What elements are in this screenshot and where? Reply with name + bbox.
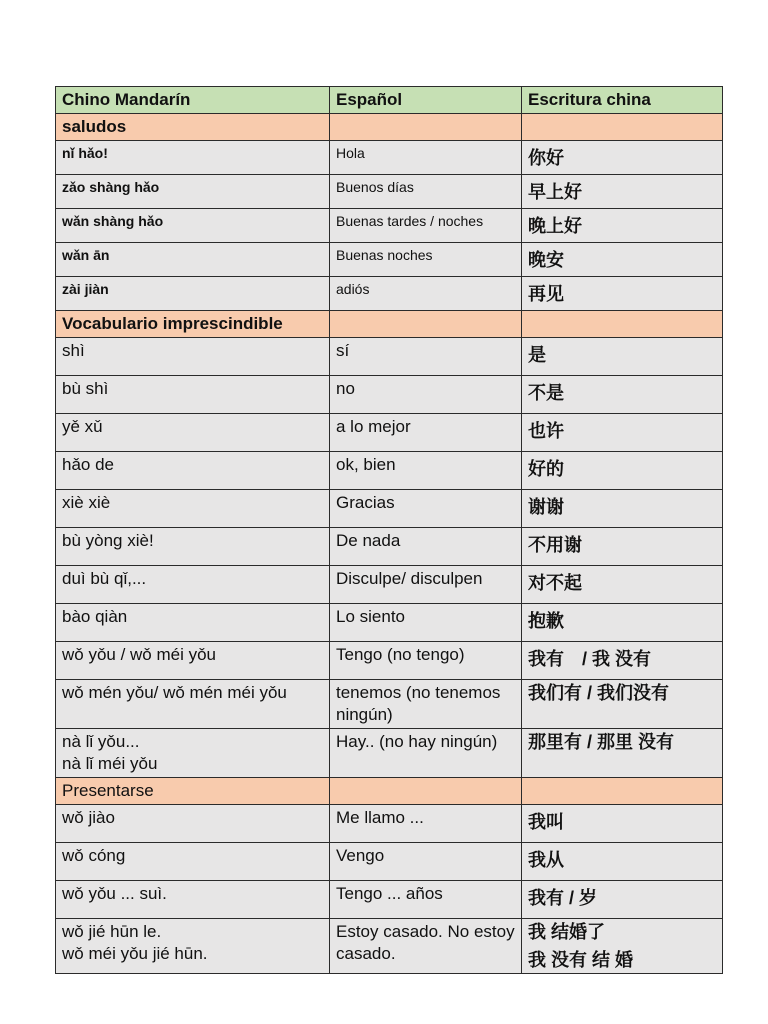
table-row [56, 919, 723, 974]
hanzi-cell [522, 729, 723, 778]
section-empty-cell [330, 114, 522, 141]
pinyin-text: shì [62, 341, 85, 360]
espanol-cell: adiós [330, 277, 522, 311]
hanzi-cell [522, 528, 723, 566]
pinyin-text: zài jiàn [62, 281, 109, 297]
table-row [56, 141, 723, 175]
hanzi-cell [522, 642, 723, 680]
hanzi-text: 不是 [528, 383, 564, 403]
table-header-row [56, 87, 723, 114]
pinyin-text: wǒ jié hūn le. [62, 922, 162, 941]
pinyin-text: wǒ yǒu ... suì. [62, 884, 167, 903]
pinyin-cell [56, 141, 330, 175]
pinyin-cell [56, 209, 330, 243]
pinyin-text-line2: nà lǐ méi yǒu [62, 754, 158, 773]
hanzi-text: 那里有 / 那里 没有 [528, 732, 675, 752]
espanol-cell: Disculpe/ disculpen [330, 566, 522, 604]
pinyin-text: xiè xiè [62, 493, 111, 512]
pinyin-text: bù yòng xiè! [62, 531, 154, 550]
pinyin-cell [56, 881, 330, 919]
table-row [56, 277, 723, 311]
espanol-cell: Lo siento [330, 604, 522, 642]
pinyin-text: hǎo de [62, 455, 114, 474]
section-title: saludos [56, 114, 330, 141]
pinyin-cell [56, 642, 330, 680]
espanol-cell: a lo mejor [330, 414, 522, 452]
table-row [56, 414, 723, 452]
section-title: Presentarse [56, 778, 330, 805]
hanzi-cell [522, 452, 723, 490]
hanzi-text: 抱歉 [528, 611, 564, 631]
pinyin-cell [56, 490, 330, 528]
header-chino-mandarin: Chino Mandarín [56, 87, 330, 114]
section-header-row [56, 114, 723, 141]
hanzi-cell [522, 566, 723, 604]
table-row [56, 490, 723, 528]
hanzi-cell [522, 141, 723, 175]
table-row [56, 566, 723, 604]
espanol-cell: Estoy casado. No estoy casado. [330, 919, 522, 974]
table-row [56, 642, 723, 680]
pinyin-text: wǒ mén yǒu/ wǒ mén méi yǒu [62, 683, 287, 702]
espanol-cell: ok, bien [330, 452, 522, 490]
pinyin-text: bù shì [62, 379, 109, 398]
hanzi-text: 我有 / 岁 [528, 888, 598, 908]
pinyin-cell [56, 919, 330, 974]
hanzi-cell [522, 680, 723, 729]
espanol-cell: Gracias [330, 490, 522, 528]
pinyin-text: nǐ hǎo! [62, 145, 108, 161]
pinyin-cell [56, 338, 330, 376]
hanzi-cell [522, 338, 723, 376]
pinyin-cell [56, 805, 330, 843]
pinyin-text: nà lǐ yǒu... [62, 732, 140, 751]
pinyin-text: duì bù qǐ,... [62, 569, 147, 588]
espanol-cell: Me llamo ... [330, 805, 522, 843]
table-row [56, 680, 723, 729]
hanzi-text: 再见 [528, 284, 564, 304]
hanzi-text: 我从 [528, 850, 564, 870]
section-empty-cell [522, 114, 723, 141]
pinyin-cell [56, 277, 330, 311]
espanol-cell: Vengo [330, 843, 522, 881]
espanol-cell: no [330, 376, 522, 414]
table-row [56, 209, 723, 243]
hanzi-cell [522, 919, 723, 974]
table-row [56, 805, 723, 843]
pinyin-cell [56, 604, 330, 642]
hanzi-cell [522, 277, 723, 311]
pinyin-cell [56, 243, 330, 277]
hanzi-cell [522, 881, 723, 919]
section-header-row [56, 311, 723, 338]
pinyin-cell [56, 566, 330, 604]
hanzi-text: 我有 / 我 没有 [528, 649, 652, 669]
espanol-cell: Buenas tardes / noches [330, 209, 522, 243]
table-row [56, 604, 723, 642]
espanol-cell: tenemos (no tenemos ningún) [330, 680, 522, 729]
section-empty-cell [330, 778, 522, 805]
espanol-cell: Hay.. (no hay ningún) [330, 729, 522, 778]
hanzi-text: 也许 [528, 421, 564, 441]
pinyin-cell [56, 843, 330, 881]
pinyin-text: zǎo shàng hǎo [62, 179, 160, 195]
espanol-cell: Hola [330, 141, 522, 175]
table-row [56, 338, 723, 376]
hanzi-cell [522, 243, 723, 277]
section-header-row [56, 778, 723, 805]
hanzi-text: 晚上好 [528, 216, 582, 236]
hanzi-cell [522, 414, 723, 452]
hanzi-text: 我们有 / 我们没有 [528, 683, 670, 703]
espanol-cell: Tengo ... años [330, 881, 522, 919]
hanzi-text: 晚安 [528, 250, 564, 270]
hanzi-cell [522, 376, 723, 414]
pinyin-text: wǎn ān [62, 247, 110, 263]
hanzi-cell [522, 604, 723, 642]
hanzi-text: 对不起 [528, 573, 582, 593]
pinyin-cell [56, 175, 330, 209]
pinyin-text: wǎn shàng hǎo [62, 213, 164, 229]
hanzi-text: 你好 [528, 148, 564, 168]
pinyin-text: yě xǔ [62, 417, 103, 436]
table-row [56, 881, 723, 919]
pinyin-text-line2: wǒ méi yǒu jié hūn. [62, 944, 208, 963]
pinyin-cell [56, 528, 330, 566]
pinyin-text: bào qiàn [62, 607, 128, 626]
pinyin-text: wǒ yǒu / wǒ méi yǒu [62, 645, 217, 664]
vocabulary-table [55, 86, 723, 974]
hanzi-text: 我 结婚了 [528, 922, 606, 942]
espanol-cell: De nada [330, 528, 522, 566]
table-row [56, 175, 723, 209]
section-empty-cell [330, 311, 522, 338]
header-escritura-china: Escritura china [522, 87, 723, 114]
header-espanol: Español [330, 87, 522, 114]
pinyin-text: wǒ cóng [62, 846, 126, 865]
pinyin-cell [56, 452, 330, 490]
espanol-cell: Buenos días [330, 175, 522, 209]
espanol-cell: Tengo (no tengo) [330, 642, 522, 680]
table-row [56, 243, 723, 277]
hanzi-text: 我叫 [528, 812, 564, 832]
table-row [56, 376, 723, 414]
hanzi-text: 不用谢 [528, 535, 582, 555]
pinyin-cell [56, 680, 330, 729]
hanzi-cell [522, 175, 723, 209]
table-row [56, 843, 723, 881]
table-row [56, 528, 723, 566]
hanzi-text: 早上好 [528, 182, 582, 202]
espanol-cell: Buenas noches [330, 243, 522, 277]
hanzi-text: 好的 [528, 459, 564, 479]
hanzi-text: 谢谢 [528, 497, 564, 517]
espanol-cell: sí [330, 338, 522, 376]
pinyin-text: wǒ jiào [62, 808, 115, 827]
hanzi-cell [522, 209, 723, 243]
section-empty-cell [522, 311, 723, 338]
table-body [56, 114, 723, 974]
hanzi-text-line2: 我 没有 结 婚 [528, 950, 634, 970]
pinyin-cell [56, 729, 330, 778]
hanzi-cell [522, 805, 723, 843]
section-empty-cell [522, 778, 723, 805]
pinyin-cell [56, 376, 330, 414]
table-row [56, 729, 723, 778]
section-title: Vocabulario imprescindible [56, 311, 330, 338]
hanzi-text: 是 [528, 345, 546, 365]
hanzi-cell [522, 490, 723, 528]
pinyin-cell [56, 414, 330, 452]
table-row [56, 452, 723, 490]
hanzi-cell [522, 843, 723, 881]
